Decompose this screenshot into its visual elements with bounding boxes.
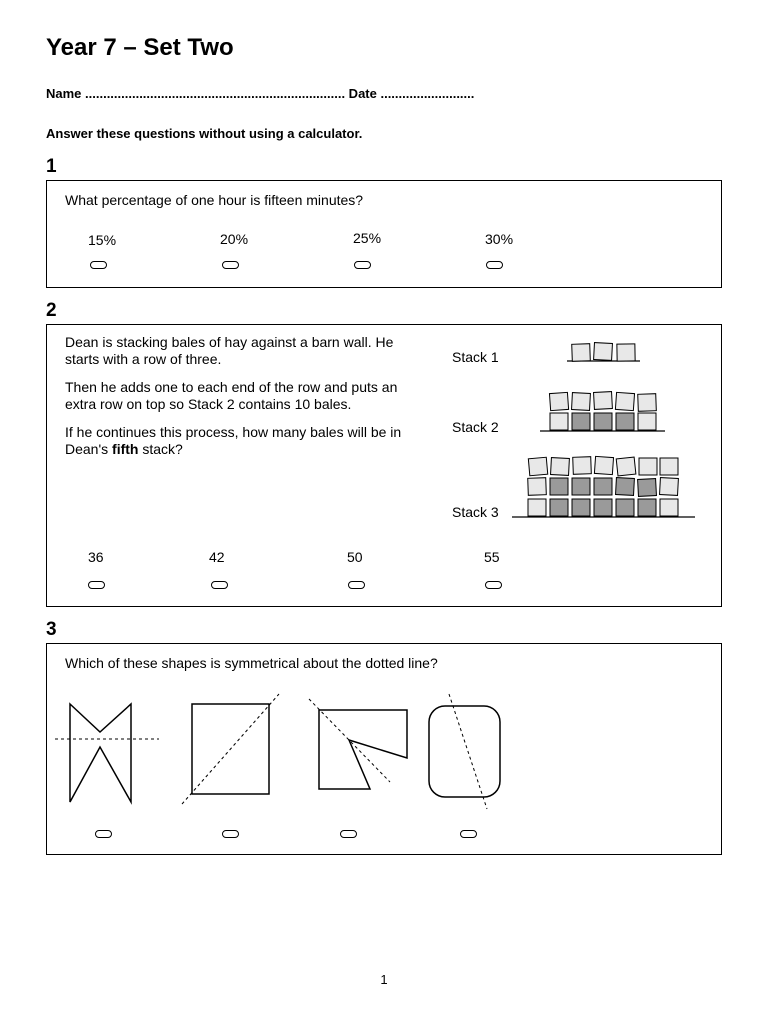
question-3-box (46, 643, 722, 855)
q2-option-b-label: 42 (209, 549, 225, 565)
question-2-emphasis: fifth (112, 441, 139, 457)
square-diagonal-icon (182, 694, 279, 804)
stack-3-label: Stack 3 (452, 504, 499, 520)
question-2-number: 2 (46, 300, 57, 321)
q2-option-c-label: 50 (347, 549, 363, 565)
rounded-rect-icon (429, 694, 500, 809)
question-1-number: 1 (46, 156, 57, 177)
question-2-paragraph-2: Then he adds one to each end of the row and puts an extra row on top so Stack 2 contains 10 bales. (65, 379, 398, 412)
stack-1-icon (567, 343, 640, 362)
stack-2-icon (540, 392, 665, 431)
q1-option-c-bubble[interactable] (354, 261, 371, 269)
q3-option-a-bubble[interactable] (95, 830, 112, 838)
question-3-number: 3 (46, 619, 57, 640)
name-date-line: Name ........................................................................ Date .......................... (46, 86, 475, 101)
q1-option-d-label: 30% (485, 231, 514, 247)
shapes-illustration (47, 644, 723, 856)
stack-3-icon (512, 456, 695, 517)
q1-option-c-label: 25% (353, 230, 382, 246)
q2-option-c-bubble[interactable] (348, 581, 365, 589)
q2-option-a-label: 36 (88, 549, 104, 565)
q1-option-d-bubble[interactable] (486, 261, 503, 269)
stack-1-label: Stack 1 (452, 349, 499, 365)
question-2-box (46, 324, 722, 607)
q1-option-b-bubble[interactable] (222, 261, 239, 269)
instructions: Answer these questions without using a calculator. (46, 126, 363, 141)
q1-option-a-bubble[interactable] (90, 261, 107, 269)
q3-option-b-bubble[interactable] (222, 830, 239, 838)
question-2-paragraph-1: Dean is stacking bales of hay against a barn wall. He starts with a row of three. (65, 334, 394, 367)
page-title: Year 7 – Set Two (46, 34, 234, 61)
q3-option-d-bubble[interactable] (460, 830, 477, 838)
bowtie-shape-icon (55, 704, 159, 802)
q3-option-c-bubble[interactable] (340, 830, 357, 838)
hay-bale-stacks-illustration (47, 325, 723, 608)
question-2-paragraph-3-text: If he continues this process, how many bales will be in Dean's (65, 424, 402, 457)
q1-option-b-label: 20% (220, 231, 249, 247)
question-2-paragraph-3-end: stack? (142, 441, 183, 457)
q1-option-a-label: 15% (88, 232, 117, 248)
notched-shape-icon (309, 699, 407, 789)
question-3-text: Which of these shapes is symmetrical about the dotted line? (65, 655, 438, 671)
question-1-box (46, 180, 722, 288)
question-1-text: What percentage of one hour is fifteen minutes? (65, 192, 364, 208)
q2-option-b-bubble[interactable] (211, 581, 228, 589)
page-number: 1 (380, 972, 388, 987)
q2-option-d-label: 55 (484, 549, 500, 565)
stack-2-label: Stack 2 (452, 419, 499, 435)
q2-option-d-bubble[interactable] (485, 581, 502, 589)
q2-option-a-bubble[interactable] (88, 581, 105, 589)
